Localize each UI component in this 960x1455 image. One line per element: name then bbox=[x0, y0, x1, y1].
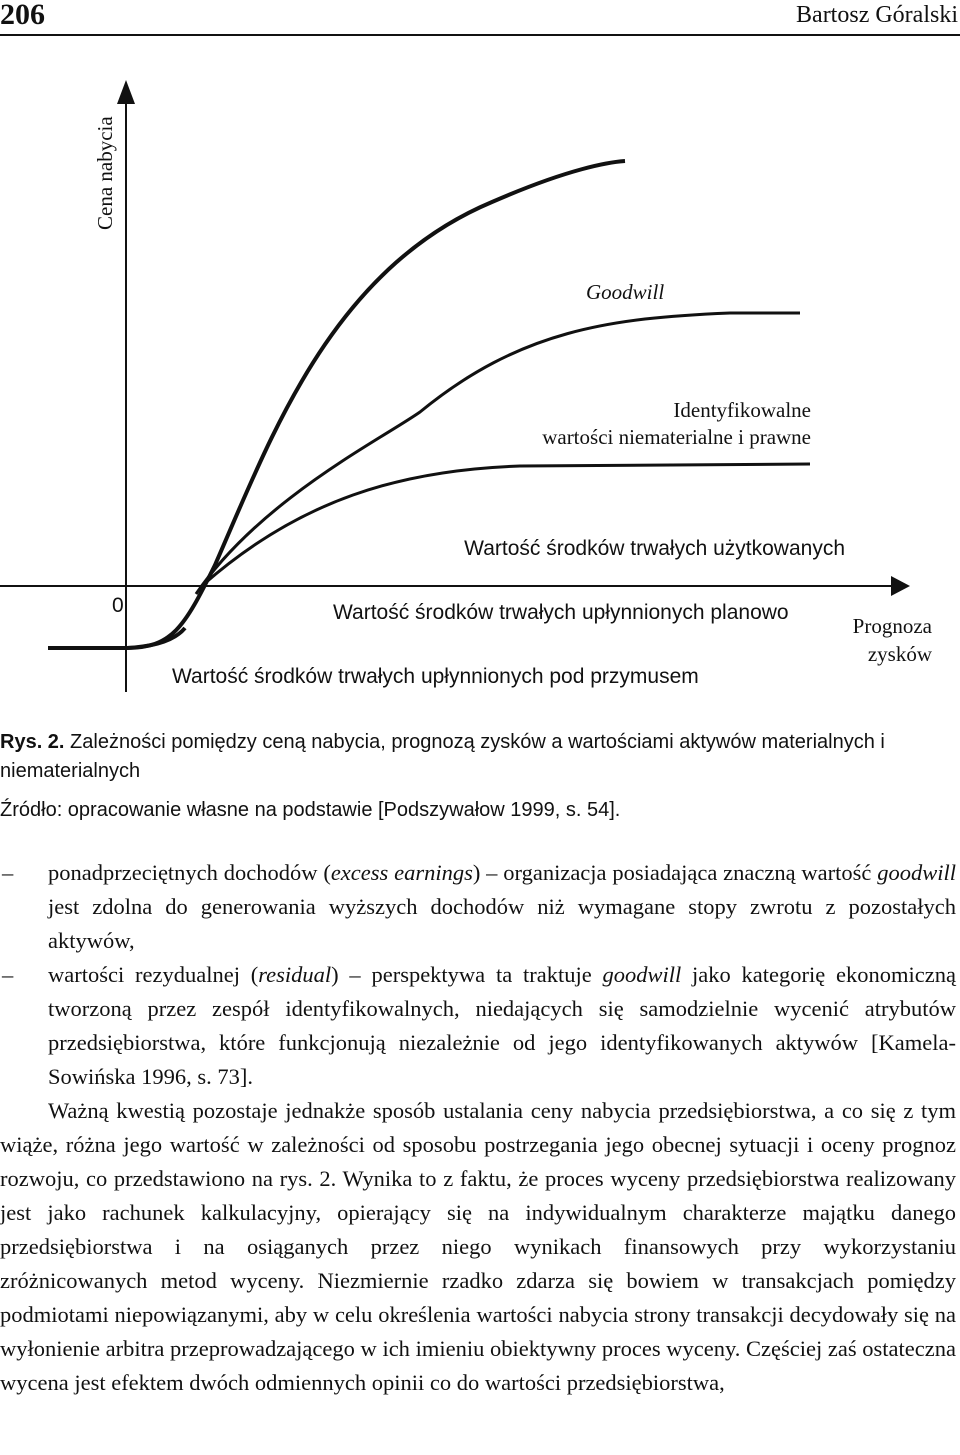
list-text-part: ) – perspektywa ta traktuje bbox=[331, 962, 603, 987]
figure-caption bbox=[0, 728, 940, 786]
y-axis-label: Cena nabycia bbox=[93, 116, 117, 230]
x-axis-label-line2: zysków bbox=[867, 642, 932, 666]
list-text-part: jest zdolna do generowania wyższych dochodów niż wymagane stopy zwrotu z pozostałych aktywów, bbox=[48, 894, 956, 953]
x-axis-arrowhead bbox=[891, 576, 910, 596]
page-number: 206 bbox=[0, 0, 45, 31]
y-axis-arrowhead bbox=[117, 80, 135, 104]
page-header bbox=[0, 0, 960, 34]
origin-label: 0 bbox=[112, 594, 124, 617]
used-assets-label: Wartość środków trwałych użytkowanych bbox=[464, 537, 845, 560]
intangibles-label-line1: Identyfikowalne bbox=[673, 398, 811, 422]
list-text-part: ) – organizacja posiadająca znaczną wartość bbox=[472, 860, 878, 885]
list-dash: – bbox=[2, 962, 14, 987]
goodwill-label: Goodwill bbox=[586, 280, 665, 304]
list-term: goodwill bbox=[877, 860, 956, 885]
used-assets-curve bbox=[204, 464, 810, 584]
caption-label: Rys. 2. bbox=[0, 731, 65, 753]
header-rule bbox=[0, 34, 960, 36]
figure-2-diagram bbox=[0, 40, 960, 705]
list-term: residual bbox=[258, 962, 332, 987]
list-item bbox=[0, 856, 956, 958]
forced-liquidation-label: Wartość środków trwałych upłynnionych pod przymusem bbox=[172, 665, 699, 688]
list-term: excess earnings bbox=[330, 860, 473, 885]
x-axis-label-line1: Prognoza bbox=[852, 614, 932, 638]
caption-text: Zależności pomiędzy ceną nabycia, prognozą zysków a wartościami aktywów materialnych i niematerialnych bbox=[0, 731, 885, 782]
list-term: goodwill bbox=[602, 962, 682, 987]
list-text-part: ponadprzeciętnych dochodów ( bbox=[48, 860, 331, 885]
body-paragraph: Ważną kwestią pozostaje jednakże sposób ustalania ceny nabycia przedsiębiorstwa, a co się z tym wiąże, różna jego wartość w zależności od sposobu postrzegania jego obecnej sytuacji i oceny prognoz rozwoju, co przedstawiono na rys. 2. Wynika to z faktu, że proces wyceny przedsiębiorstwa realizowany jest jako rachunek kalkulacyjny, opierający się na indywidualnym charakterze majątku danego przedsiębiorstwa i na osiąganych przez niego wynikach finansowych przy wykorzystaniu zróżnicowanych metod wyceny. Niezmiernie rzadko zdarza się bowiem w transakcjach pomiędzy podmiotami niepowiązanymi, aby w celu określenia wartości nabycia strony transakcji decydowały się na wyłonienie arbitra przeprowadzającego w ich imieniu obiektywny proces wyceny. Częściej zaś ostateczna wycena jest efektem dwóch odmiennych opinii co do wartości przedsiębiorstwa, bbox=[0, 1098, 956, 1395]
list-item bbox=[0, 958, 956, 1094]
list-dash: – bbox=[2, 860, 14, 885]
running-author: Bartosz Góralski bbox=[796, 2, 958, 28]
intangibles-label-line2: wartości niematerialne i prawne bbox=[542, 425, 811, 449]
planned-liquidation-label: Wartość środków trwałych upłynnionych planowo bbox=[333, 601, 789, 624]
list-text-part: wartości rezydualnej ( bbox=[48, 962, 259, 987]
body-text bbox=[0, 856, 956, 1400]
goodwill-curve bbox=[126, 161, 625, 648]
list-text-part: jako kategorię ekonomiczną tworzoną przez zespół identyfikowalnych, niedających się samodzielnie wycenić atrybutów przedsiębiorstwa, które funkcjonują niezależnie od jego identyfikowanych aktywów [Kamela-Sowińska 1996, s. 73]. bbox=[48, 962, 956, 1089]
figure-source: Źródło: opracowanie własne na podstawie [Podszywałow 1999, s. 54]. bbox=[0, 799, 621, 821]
